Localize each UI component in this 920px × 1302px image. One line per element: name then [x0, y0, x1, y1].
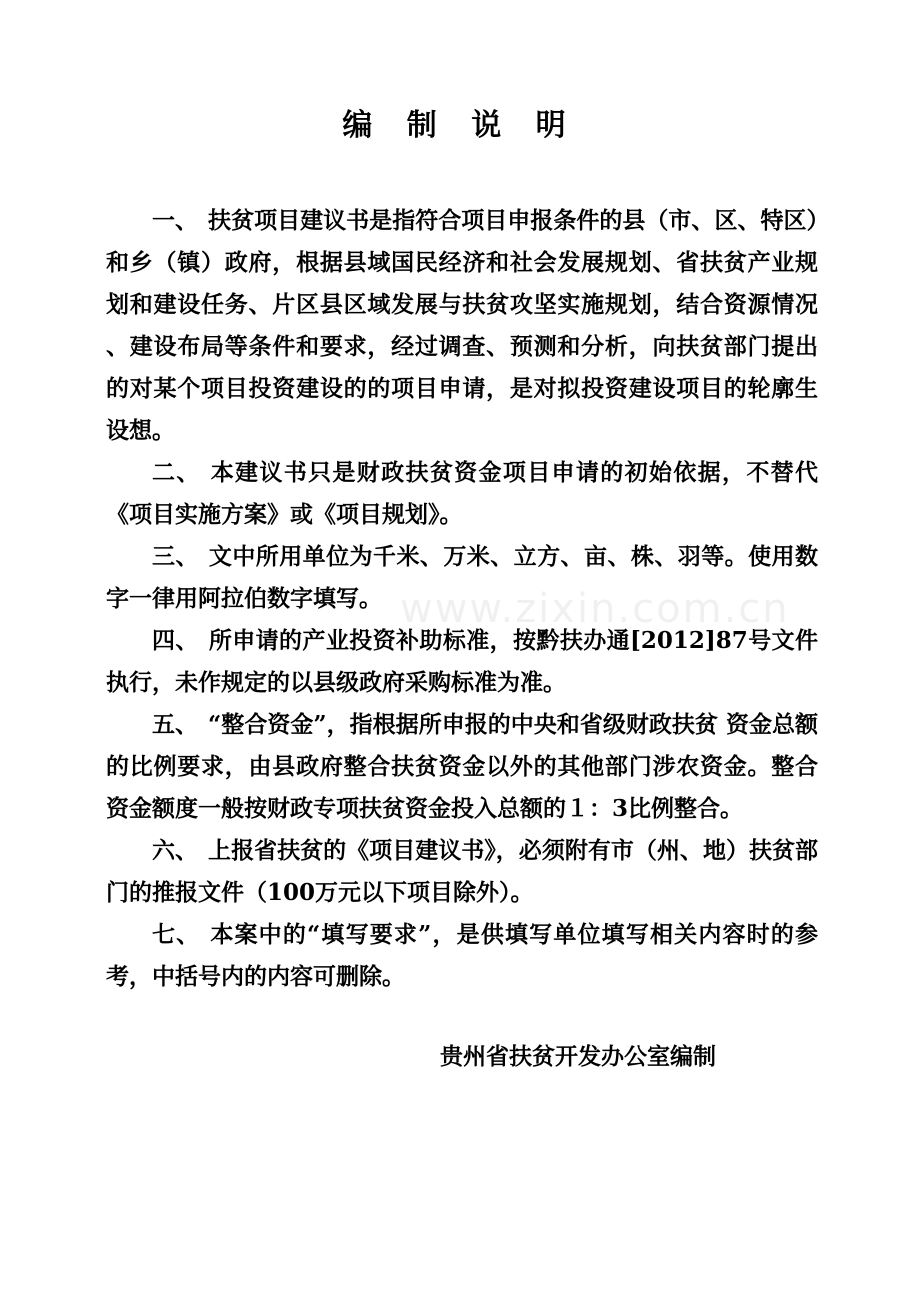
paragraph-text: 上报省扶贫的《项目建议书》，必须附有市（州、地）扶贫部门的推报文件（100万元以下项目除外）。 [106, 837, 819, 906]
paragraph-5 [106, 704, 818, 830]
paragraph-7 [106, 914, 818, 998]
paragraph-text: 文中所用单位为千米、万米、立方、亩、株、羽等。使用数字一律用阿拉伯数字填写。 [106, 543, 819, 612]
paragraph-number: 二、 [152, 459, 201, 486]
paragraph-4 [106, 620, 818, 704]
paragraph-number: 六、 [152, 837, 199, 864]
paragraph-number: 五、 [152, 711, 199, 738]
paragraph-3 [106, 536, 818, 620]
signature: 贵州省扶贫开发办公室编制 [440, 1043, 716, 1070]
paragraph-number: 一、 [152, 207, 199, 234]
paragraph-2 [106, 452, 818, 536]
paragraph-number: 四、 [152, 627, 199, 654]
watermark: www.zixin.com.cn [400, 586, 790, 632]
page-title: 编 制 说 明 [342, 108, 578, 143]
document-body [106, 200, 818, 998]
paragraph-number: 七、 [152, 921, 201, 948]
paragraph-text: 扶贫项目建议书是指符合项目申报条件的县（市、区、特区）和乡（镇）政府，根据县域国民经济和社会发展规划、省扶贫产业规划和建设任务、片区县区域发展与扶贫攻坚实施规划，结合资源情况 、建设布局等条件和要求，经过调查、预测和分析，向扶贫部门提出的对某个项目投资建设的的项目申请，是对拟投资建设项目的轮廓生设想。 [106, 207, 819, 444]
paragraph-6 [106, 830, 818, 914]
paragraph-text: 本案中的“填写要求”，是供填写单位填写相关内容时的参考，中括号内的内容可删除。 [106, 921, 818, 990]
paragraph-text: “整合资金”，指根据所申报的中央和省级财政扶贫 资金总额的比例要求，由县政府整合扶贫资金以外的其他部门涉农资金。整合资金额度一般按财政专项扶贫资金投入总额的１：3比例整合。 [106, 711, 819, 822]
paragraph-text: 本建议书只是财政扶贫资金项目申请的初始依据，不替代《项目实施方案》或《项目规划》。 [106, 459, 819, 528]
paragraph-1 [106, 200, 818, 452]
paragraph-number: 三、 [152, 543, 199, 570]
paragraph-text: 所申请的产业投资补助标准，按黔扶办通[2012]87号文件执行，未作规定的以县级政府采购标准为准。 [106, 627, 819, 696]
